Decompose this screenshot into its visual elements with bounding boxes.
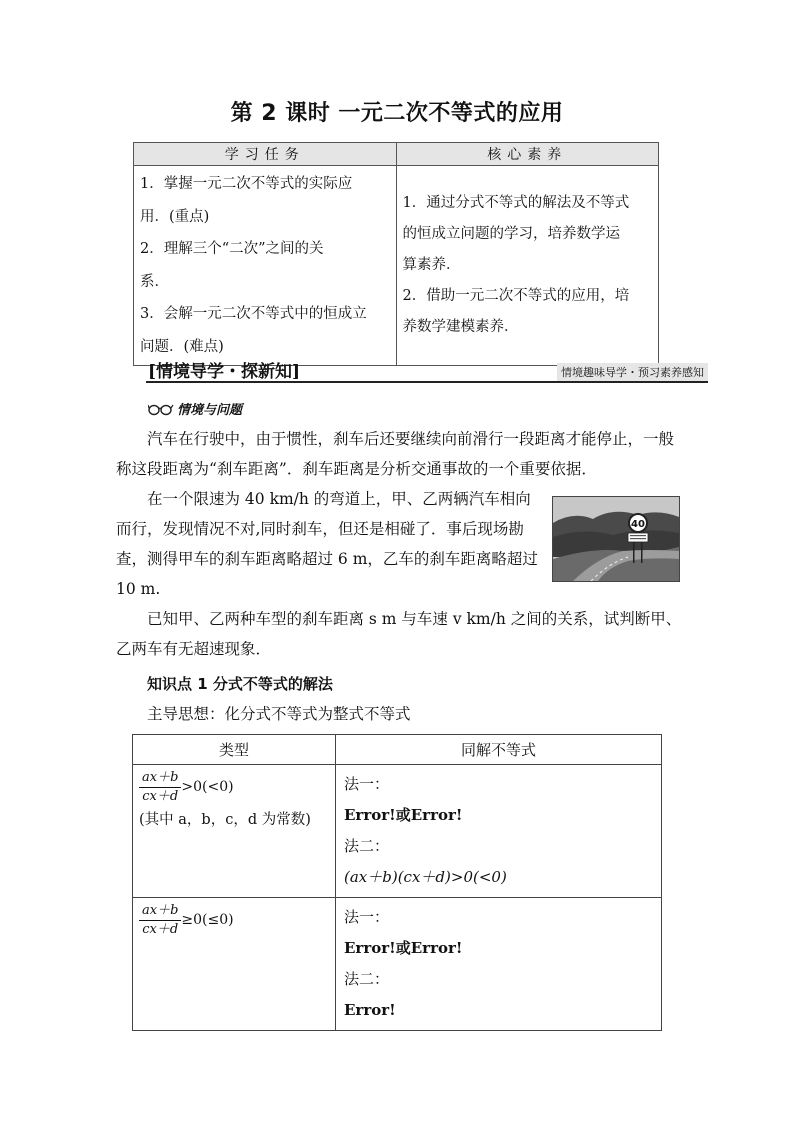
fraction [139,769,181,806]
fraction-inequality [139,902,329,939]
speed-sign-text: 40 [631,519,645,530]
tasks-header-left: 学习任务 [134,143,397,166]
fraction [139,902,181,939]
method-line: Error!或Error! [344,939,463,957]
task-line: 1．掌握一元二次不等式的实际应 [140,176,353,192]
task-line: 2．理解三个“二次”之间的关 [140,241,324,257]
method-header-equivalent: 同解不等式 [336,735,662,765]
literacy-line: 养数学建模素养． [402,319,519,335]
paragraph-1: 汽车在行驶中，由于惯性，刹车后还要继续向前滑行一段距离才能停止，一般称这段距离为“刹车距离”．刹车距离是分析交通事故的一个重要依据． [116,430,675,478]
literacy-line: 2．借助一元二次不等式的应用，培 [402,288,630,304]
fraction-denominator: cx＋d [142,789,179,804]
fraction-inequality [139,769,329,806]
section-label: [情境导学・探新知] [148,362,301,382]
literacy-line: 算素养． [402,257,461,273]
relation: ≥0(≤0) [181,912,234,928]
tasks-right-cell [396,166,659,366]
knowledge-heading: 知识点 1 分式不等式的解法 [147,675,333,693]
method-line: 法二： [344,970,390,988]
method-equivalent-cell [336,765,662,898]
method-line: 法一： [344,908,390,926]
constants-note: (其中 a，b，c，d 为常数) [139,812,311,828]
glasses-icon [148,402,174,416]
literacy-line: 1．通过分式不等式的解法及不等式 [402,195,630,211]
task-line: 问题．(难点) [140,338,224,355]
task-line: 系． [140,273,169,290]
method-line: 法一： [344,775,390,793]
fraction-numerator: ax＋b [139,769,181,788]
fraction-numerator: ax＋b [139,902,181,921]
knowledge-lead: 主导思想：化分式不等式为整式不等式 [147,705,411,723]
paragraph-2: 在一个限速为 40 km/h 的弯道上，甲、乙两辆汽车相向而行，发现情况不对,同时刹车，但还是相碰了．事后现场勘查，测得甲车的刹车距离略超过 6 m，乙车的刹车距离略超过 10 m. [116,490,538,598]
subheading [148,399,242,418]
literacy-line: 的恒成立问题的学习，培养数学运 [402,226,620,242]
method-line: Error!或Error! [344,806,463,824]
curved-road-image [553,497,679,581]
task-line: 用．(重点) [140,208,210,225]
relation: >0(<0) [181,779,234,795]
task-line: 3．会解一元二次不等式中的恒成立 [140,306,367,322]
fraction-denominator: cx＋d [142,922,179,937]
section-tag: 情境趣味导学・预习素养感知 [557,363,708,381]
page-title: 第 2 课时 一元二次不等式的应用 [230,101,564,126]
method-line: (ax＋b)(cx＋d)>0(<0) [344,868,507,886]
road-photo [552,496,680,582]
tasks-header-right: 核心素养 [396,143,659,166]
method-type-cell [133,765,336,898]
subheading-text: 情境与问题 [177,403,243,418]
method-header-type: 类型 [133,735,336,765]
method-table [132,734,662,1031]
paragraph-3: 已知甲、乙两种车型的刹车距离 s m 与车速 v km/h 之间的关系，试判断甲、乙两车有无超速现象． [116,610,682,658]
method-line: Error! [344,1001,396,1019]
learning-goals-table [133,142,659,366]
section-bar [146,357,708,383]
method-type-cell [133,898,336,1031]
tasks-left-cell [134,166,397,366]
method-line: 法二： [344,837,390,855]
method-equivalent-cell [336,898,662,1031]
